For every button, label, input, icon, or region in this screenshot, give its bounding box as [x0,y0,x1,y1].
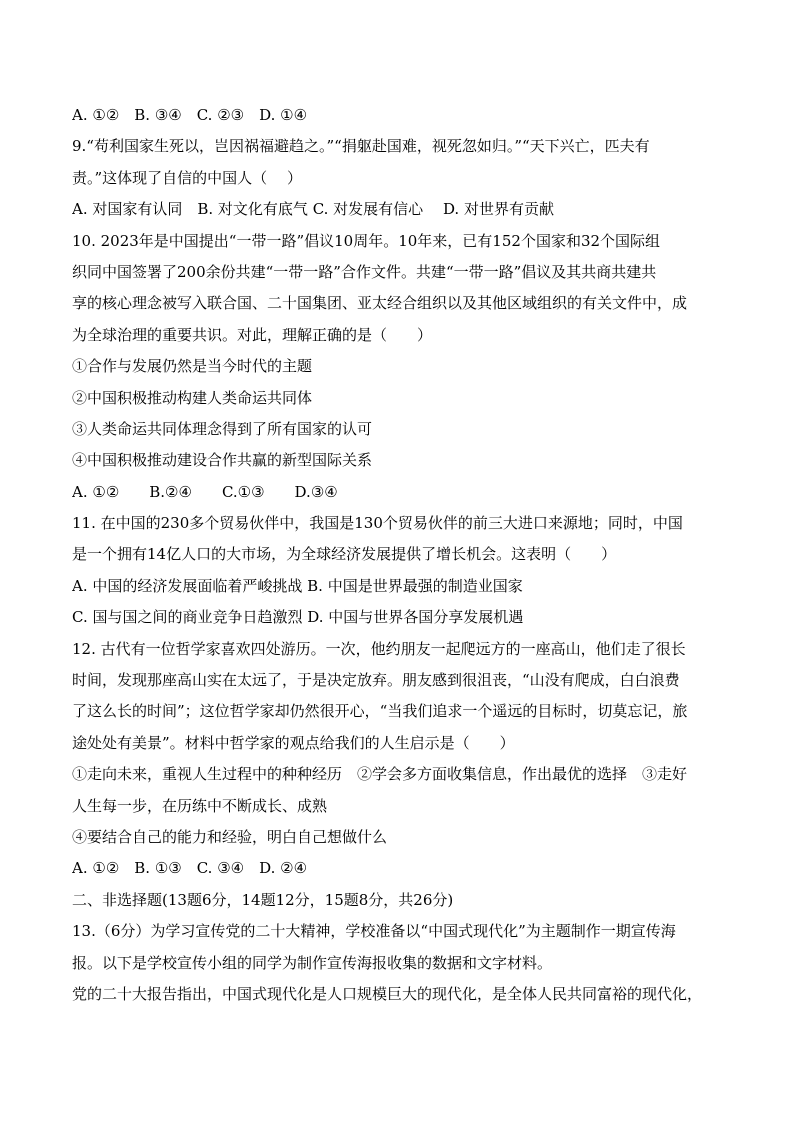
q12-statement-4: ④要结合自己的能力和经验，明白自己想做什么 [72,827,388,846]
q13-stem-line-1: 13.（6分）为学习宣传党的二十大精神，学校准备以“中国式现代化”为主题制作一期宣传海 [72,922,676,941]
q12-options: A. ①② B. ①③ C. ③④ D. ②④ [72,859,308,878]
q12-stem-line-1: 12. 古代有一位哲学家喜欢四处游历。一次，他约朋友一起爬远方的一座高山，他们走了很长 [72,639,686,658]
document-page [72,100,724,1010]
q12-statements-line-1: ①走向未来，重视人生过程中的种种经历 ②学会多方面收集信息，作出最优的选择 ③走好 [72,765,688,784]
q10-statement-3: ③人类命运共同体理念得到了所有国家的认可 [72,419,373,438]
q11-stem-line-1: 11. 在中国的230多个贸易伙伴中，我国是130个贸易伙伴的前三大进口来源地；同时，中国 [72,514,683,533]
q9-stem-line-2: 责。”这体现了自信的中国人（ ） [72,168,302,187]
q13-material-line-1: 党的二十大报告指出，中国式现代化是人口规模巨大的现代化，是全体人民共同富裕的现代化， [72,984,703,1003]
q8-options: A. ①② B. ③④ C. ②③ D. ①④ [72,106,308,124]
q11-options-ab: A. 中国的经济发展面临着严峻挑战 B. 中国是世界最强的制造业国家 [72,576,523,595]
q12-stem-line-4: 途处处有美景”。材料中哲学家的观点给我们的人生启示是（ ） [72,733,515,752]
q10-statement-4: ④中国积极推动建设合作共赢的新型国际关系 [72,451,373,470]
q12-stem-line-3: 了这么长的时间”；这位哲学家却仍然很开心，“当我们追求一个遥远的目标时，切莫忘记，旅 [72,702,688,721]
q10-stem-line-1: 10. 2023年是中国提出“一带一路”倡议10周年。10年来，已有152个国家和32个国际组 [72,231,661,250]
q11-options-cd: C. 国与国之间的商业竞争日趋激烈 D. 中国与世界各国分享发展机遇 [72,608,524,627]
q12-statements-line-2: 人生每一步，在历练中不断成长、成熟 [72,796,328,815]
q10-stem-line-3: 享的核心理念被写入联合国、二十国集团、亚太经合组织以及其他区域组织的有关文件中，成 [72,294,688,313]
q11-stem-line-2: 是一个拥有14亿人口的大市场，为全球经济发展提供了增长机会。这表明（ ） [72,545,617,564]
q9-stem-line-1: 9.“苟利国家生死以，岂因祸福避趋之。”“捐躯赴国难，视死忽如归。”“天下兴亡，匹夫有 [72,137,650,156]
q10-statement-1: ①合作与发展仍然是当今时代的主题 [72,357,313,376]
q10-statement-2: ②中国积极推动构建人类命运共同体 [72,388,313,407]
q10-stem-line-4: 为全球治理的重要共识。对此，理解正确的是（ ） [72,325,433,344]
q13-stem-line-2: 报。以下是学校宣传小组的同学为制作宣传海报收集的数据和文字材料。 [72,953,553,972]
q9-options: A. 对国家有认同 B. 对文化有底气 C. 对发展有信心 D. 对世界有贡献 [72,200,554,219]
q10-stem-line-2: 织同中国签署了200余份共建“一带一路”合作文件。共建“一带一路”倡议及其共商共建共 [72,262,657,281]
q10-options: A. ①② B.②④ C.①③ D.③④ [72,482,338,501]
q12-stem-line-2: 时间，发现那座高山实在太远了，于是决定放弃。朋友感到很沮丧，“山没有爬成，白白浪费 [72,671,680,690]
section-2-heading: 二、非选择题(13题6分，14题12分，15题8分，共26分) [72,890,454,909]
